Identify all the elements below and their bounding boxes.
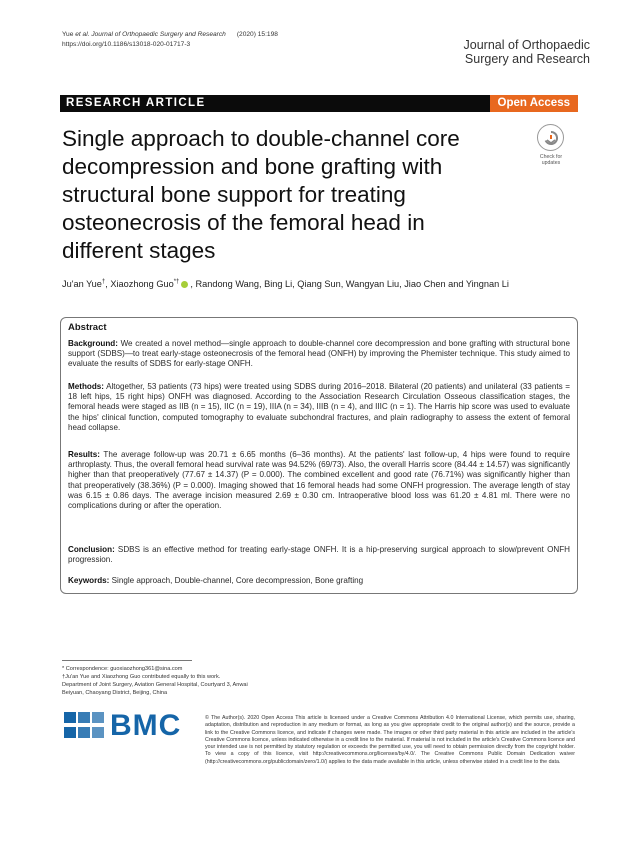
keywords-label: Keywords: <box>68 576 110 585</box>
bmc-logo-text: BMC <box>110 709 182 742</box>
check-updates-line1: Check for <box>539 154 563 160</box>
license-text: © The Author(s). 2020 Open Access This article is licensed under a Creative Commons Attribution 4.0 International License, which permits use, sharing, adaptation, distribution and reproduction in any medium or format, as long as you give appropriate credit to the original author(s) and the source, provide a link to the Creative Commons licence, and indicate if changes were made. The images or other third party material in this article are included in the article's Creative Commons licence, unless indicated otherwise in a credit line to the material. If material is not included in the article's Creative Commons licence and your intended use is not permitted by statutory regulation or exceeds the permitted use, you will need to obtain permission directly from the copyright holder. To view a copy of this licence, visit http://creativecommons.org/licenses/by/4.0/. The Creative Commons Public Domain Dedication waiver (http://creativecommons.org/publicdomain/zero/1.0/) applies to the data made available in this article, unless otherwise stated in a credit line to the data. <box>205 715 575 765</box>
background-label: Background: <box>68 339 118 348</box>
author-2[interactable]: , Xiaozhong Guo <box>105 279 174 290</box>
equal-contribution-note: †Ju'an Yue and Xiaozhong Guo contributed equally to this work. <box>62 674 221 680</box>
journal-name <box>450 38 590 66</box>
journal-name-line1: Journal of Orthopaedic <box>463 38 590 52</box>
footnote-divider <box>62 660 192 661</box>
correspondence-email[interactable]: * Correspondence: guoxiaozhong361@sina.com <box>62 666 183 672</box>
abstract-results <box>68 450 570 511</box>
affiliation-line1: Department of Joint Surgery, Aviation General Hospital, Courtyard 3, Anwai <box>62 682 248 688</box>
citation <box>62 30 278 49</box>
abstract-conclusion <box>68 545 570 565</box>
conclusion-label: Conclusion: <box>68 545 115 554</box>
abstract-heading: Abstract <box>68 322 107 333</box>
results-label: Results: <box>68 450 100 459</box>
author-1-sup: † <box>101 279 106 285</box>
article-banner <box>60 95 578 112</box>
doi-link[interactable]: https://doi.org/10.1186/s13018-020-01717-3 <box>62 40 191 48</box>
open-access-badge: Open Access <box>490 95 578 112</box>
check-updates-line2: updates <box>541 160 561 166</box>
check-updates-label <box>528 154 574 166</box>
conclusion-text: SDBS is an effective method for treating early-stage ONFH. It is a hip-preserving surgical approach to slow/prevent ONFH progression. <box>68 545 570 565</box>
abstract-keywords <box>68 576 570 586</box>
journal-name-line2: Surgery and Research <box>464 52 590 66</box>
abstract-methods <box>68 382 570 433</box>
results-text: The average follow-up was 20.71 ± 6.65 months (6–36 months). At the patients' last follow-up, 4 hips were found to require arthroplasty. Thus, the overall femoral head survival rate was 94.52% (69/73). Also, the overall Harris score (84.44 ± 14.57) was significantly higher than that preoperatively (77.67 ± 14.37) (P = 0.000). The combined excellent and good rate (76.71%) was significantly higher than that preoperatively (38.36%) (P = 0.000). Imaging showed that 16 femoral heads had some ONFH progression. The average length of stay was 6.15 ± 0.86 days. The average incision measured 2.69 ± 0.30 cm. Intraoperative blood loss was 61.20 ± 4.81 ml. There were no complications during or after the operation. <box>68 450 570 511</box>
keywords-text: Single approach, Double-channel, Core decompression, Bone grafting <box>109 576 364 585</box>
author-2-sup: *† <box>173 279 180 285</box>
author-rest: , Randong Wang, Bing Li, Qiang Sun, Wangyan Liu, Jiao Chen and Yingnan Li <box>190 279 509 290</box>
background-text: We created a novel method—single approach to double-channel core decompression and bone grafting with structural bone support (SDBS)—to treat early-stage osteonecrosis of the femoral head (ONFH) by improving the Phemister technique. This study aimed to evaluate the results of SDBS for early-stage ONFH. <box>68 339 570 369</box>
citation-year: (2020) 15:198 <box>225 31 278 38</box>
bmc-logo-icon <box>62 708 106 742</box>
orcid-icon[interactable] <box>181 281 188 288</box>
check-for-updates-badge[interactable] <box>528 124 574 170</box>
article-title: Single approach to double-channel core decompression and bone grafting with structural bone support for treating osteonecrosis of the femoral head in different stages <box>62 126 460 263</box>
author-1[interactable]: Ju'an Yue <box>62 279 102 290</box>
methods-text: Altogether, 53 patients (73 hips) were treated using SDBS during 2016–2018. Bilateral (20 patients) and unilateral (33 patients = 18 left hips, 15 right hips) ONFH was diagnosed. According to the Association Research Circulation Osseous classification stages, the femoral heads were staged as IIB (n = 15), IIC (n = 19), IIIA (n = 34), IIIB (n = 4), and IIIC (n = 1). The Harris hip score was used to evaluate the hips' clinical function, computed tomography to evaluate subchondral fractures, and plain radiography to assess the extent of femoral head collapse. <box>68 382 570 432</box>
affiliation-line2: Beiyuan, Chaoyang District, Beijing, China <box>62 690 168 696</box>
methods-label: Methods: <box>68 382 104 391</box>
author-list <box>62 279 582 289</box>
abstract-background <box>68 339 570 370</box>
footnotes <box>62 665 312 697</box>
citation-journal: et al. Journal of Orthopaedic Surgery and Research <box>75 31 226 38</box>
citation-authors: Yue <box>62 31 76 38</box>
bmc-logo <box>62 708 192 742</box>
check-updates-icon <box>537 124 564 151</box>
article-type: RESEARCH ARTICLE <box>66 97 206 109</box>
